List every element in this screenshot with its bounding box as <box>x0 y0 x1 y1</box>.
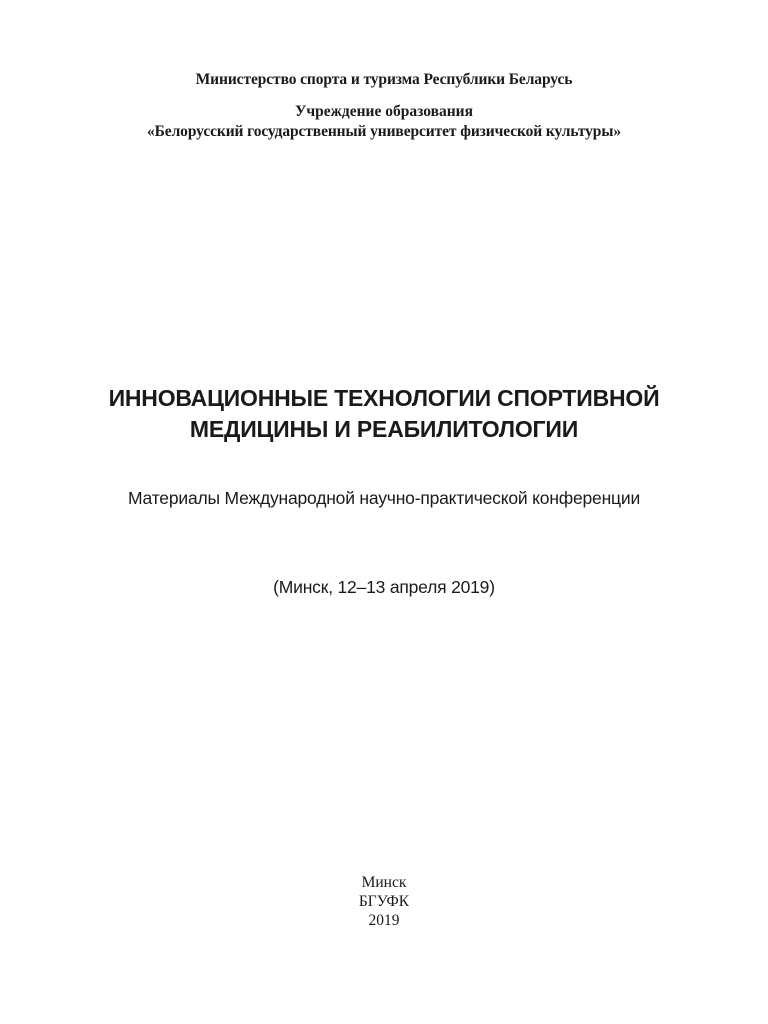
ministry-name: Министерство спорта и туризма Республики Беларусь <box>195 71 573 88</box>
imprint-year: 2019 <box>368 912 400 929</box>
document-subtitle: Материалы Международной научно-практической конференции <box>127 488 641 508</box>
imprint-city: Минск <box>361 874 407 891</box>
document-title-line2: МЕДИЦИНЫ И РЕАБИЛИТОЛОГИИ <box>189 416 579 442</box>
institution-type: Учреждение образования <box>295 103 473 120</box>
imprint-publisher: БГУФК <box>358 893 410 910</box>
institution-name: «Белорусский государственный университет физической культуры» <box>147 123 621 140</box>
conference-dates: (Минск, 12–13 апреля 2019) <box>273 577 495 597</box>
document-title-line1: ИННОВАЦИОННЫЕ ТЕХНОЛОГИИ СПОРТИВНОЙ <box>108 385 660 411</box>
